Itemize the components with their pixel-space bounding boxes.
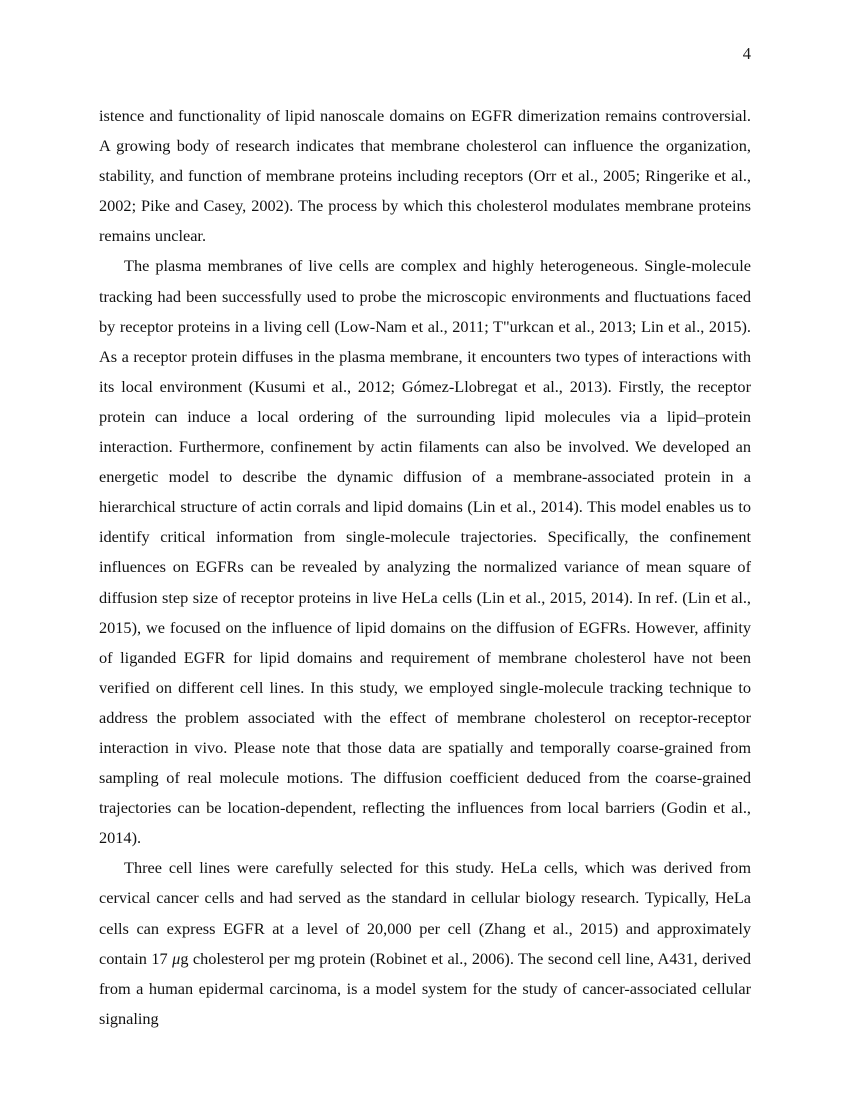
paragraph-continued-lipid-domains: istence and functionality of lipid nanoscale domains on EGFR dimerization remains controversial. A growing body of research indicates that membrane cholesterol can influence the organization, stability, and function of membrane proteins including receptors (Orr et al., 2005; Ringerike et al., 2002; Pike and Casey, 2002). The process by which this cholesterol modulates membrane proteins remains unclear.: [99, 106, 751, 246]
page-number: 4: [742, 44, 751, 63]
paragraph-three-cell-lines: Three cell lines were carefully selected for this study. HeLa cells, which was derived from cervical cancer cells and had served as the standard in cellular biology research. Typically, HeLa cells can express EGFR at a level of 20,000 per cell (Zhang et al., 2015) and approximately contain 17 μg cholesterol per mg protein (Robinet et al., 2006). The second cell line, A431, derived from a human epidermal carcinoma, is a model system for the study of cancer-associated cellular signaling: [99, 858, 752, 1028]
paragraph-plasma-membranes: The plasma membranes of live cells are complex and highly heterogeneous. Single-molecule tracking had been successfully used to probe the microscopic environments and fluctuations faced by receptor proteins in a living cell (Low-Nam et al., 2011; T"urkcan et al., 2013; Lin et al., 2015). As a receptor protein diffuses in the plasma membrane, it encounters two types of interactions with its local environment (Kusumi et al., 2012; Gómez-Llobregat et al., 2013). Firstly, the receptor protein can induce a local ordering of the surrounding lipid molecules via a lipid–protein interaction. Furthermore, confinement by actin filaments can also be involved. We developed an energetic model to describe the dynamic diffusion of a membrane-associated protein in a hierarchical structure of actin corrals and lipid domains (Lin et al., 2014). This model enables us to identify critical information from single-molecule trajectories. Specifically, the confinement influences on EGFRs can be revealed by analyzing the normalized variance of mean square of diffusion step size of receptor proteins in live HeLa cells (Lin et al., 2015, 2014). In ref. (Lin et al., 2015), we focused on the influence of lipid domains on the diffusion of EGFRs. However, affinity of liganded EGFR for lipid domains and requirement of membrane cholesterol have not been verified on different cell lines. In this study, we employed single-molecule tracking technique to address the problem associated with the effect of membrane cholesterol on receptor-receptor interaction in vivo. Please note that those data are spatially and temporally coarse-grained from sampling of real molecule motions. The diffusion coefficient deduced from the coarse-grained trajectories can be location-dependent, reflecting the influences from local barriers (Godin et al., 2014).: [99, 256, 751, 848]
body-text-block: [99, 101, 751, 1034]
